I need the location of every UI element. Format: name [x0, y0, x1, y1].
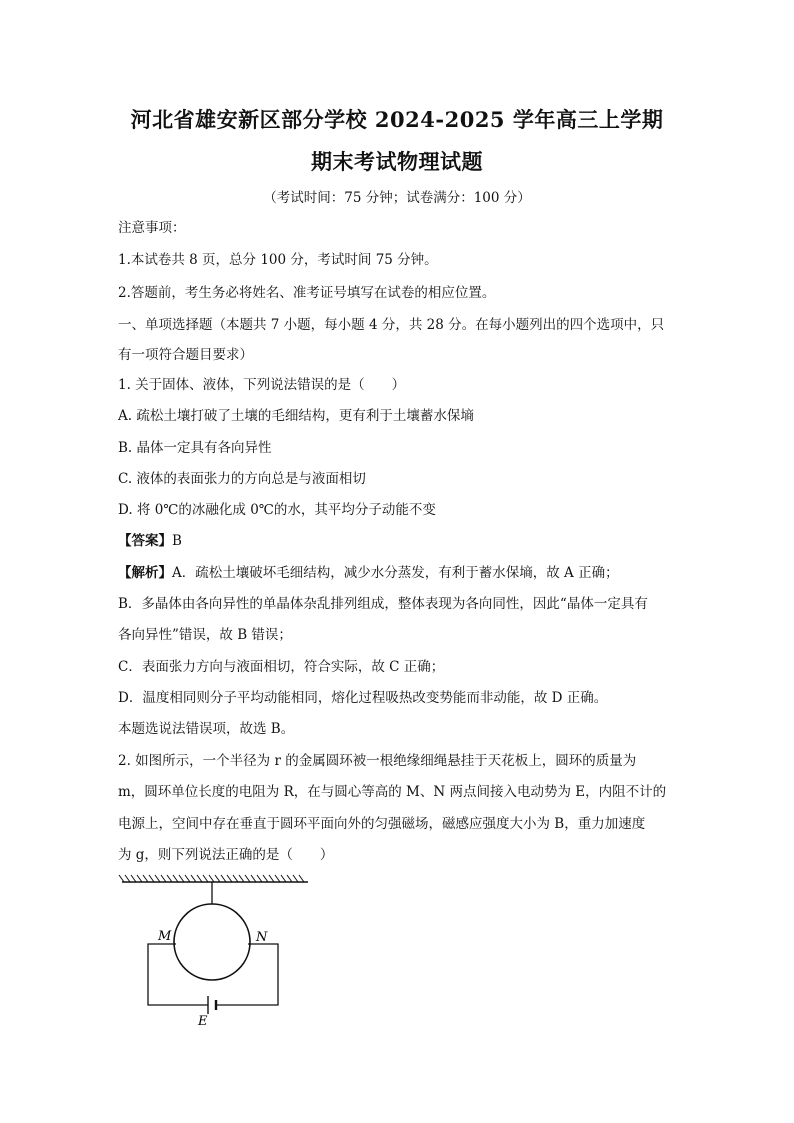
q2-stem-line2: m，圆环单位长度的电阻为 R，在与圆心等高的 M、N 两点间接入电动势为 E，内阻不计的: [118, 784, 667, 800]
analysis-a-text: A．疏松土壤破坏毛细结构，减少水分蒸发，有利于蓄水保墒，故 A 正确；: [172, 565, 619, 581]
ceiling-hatch: [119, 875, 308, 882]
hatch-mark: [131, 875, 136, 882]
hatch-mark: [209, 875, 214, 882]
hatch-mark: [287, 875, 292, 882]
q1-analysis-a: [118, 561, 619, 581]
notice-item-1: 1.本试卷共 8 页，总分 100 分，考试时间 75 分钟。: [118, 252, 438, 268]
hatch-mark: [299, 875, 304, 882]
hatch-mark: [191, 875, 196, 882]
hatch-mark: [293, 875, 298, 882]
hatch-mark: [227, 875, 232, 882]
hatch-mark: [245, 875, 250, 882]
hatch-mark: [263, 875, 268, 882]
q1-analysis-d: D．温度相同则分子平均动能相同，熔化过程吸热改变势能而非动能，故 D 正确。: [118, 690, 608, 706]
hatch-mark: [155, 875, 160, 882]
hatch-mark: [281, 875, 286, 882]
hatch-mark: [143, 875, 148, 882]
hatch-mark: [215, 875, 220, 882]
ring-circuit-figure: [118, 870, 318, 1030]
q1-analysis-b-line2: 各向异性”错误，故 B 错误；: [118, 627, 292, 643]
q1-option-b: B. 晶体一定具有各向异性: [118, 440, 272, 456]
label-m: M: [158, 929, 172, 944]
q1-analysis-c: C．表面张力方向与液面相切，符合实际，故 C 正确；: [118, 659, 445, 675]
hatch-mark: [269, 875, 274, 882]
left-wire: [148, 944, 208, 1005]
q1-option-c: C. 液体的表面张力的方向总是与液面相切: [118, 471, 366, 487]
hatch-mark: [179, 875, 184, 882]
q1-option-a: A. 疏松土壤打破了土壤的毛细结构，更有利于土壤蓄水保墒: [118, 408, 474, 424]
section1-heading-line1: 一、单项选择题（本题共 7 小题，每小题 4 分，共 28 分。在每小题列出的四个选项中，只: [118, 317, 665, 333]
metal-ring: [174, 904, 250, 980]
notice-heading: 注意事项：: [118, 220, 186, 236]
hatch-mark: [149, 875, 154, 882]
hatch-mark: [185, 875, 190, 882]
hatch-mark: [233, 875, 238, 882]
q2-stem-line3: 电源上，空间中存在垂直于圆环平面向外的匀强磁场，磁感应强度大小为 B，重力加速度: [118, 816, 646, 832]
q1-option-d: D. 将 0℃的冰融化成 0℃的水，其平均分子动能不变: [118, 502, 436, 518]
analysis-label: 【解析】: [118, 565, 172, 581]
answer-value: B: [172, 533, 182, 549]
label-e: E: [198, 1014, 208, 1029]
q1-answer: [118, 529, 182, 549]
exam-title-line1: 河北省雄安新区部分学校 2024-2025 学年高三上学期: [130, 107, 664, 132]
hatch-mark: [119, 875, 124, 882]
hatch-mark: [203, 875, 208, 882]
hatch-mark: [275, 875, 280, 882]
answer-label: 【答案】: [118, 533, 172, 549]
exam-title-line2: 期末考试物理试题: [311, 149, 483, 174]
hatch-mark: [257, 875, 262, 882]
notice-item-2: 2.答题前，考生务必将姓名、准考证号填写在试卷的相应位置。: [118, 285, 496, 301]
hatch-mark: [125, 875, 130, 882]
exam-info: （考试时间：75 分钟；试卷满分：100 分）: [263, 190, 531, 206]
q2-stem-line4: 为 g，则下列说法正确的是（ ）: [118, 847, 334, 863]
hatch-mark: [167, 875, 172, 882]
hatch-mark: [239, 875, 244, 882]
hatch-mark: [173, 875, 178, 882]
hatch-mark: [137, 875, 142, 882]
hatch-mark: [197, 875, 202, 882]
section1-heading-line2: 有一项符合题目要求）: [118, 347, 253, 363]
label-n: N: [256, 930, 268, 945]
q1-stem: 1. 关于固体、液体，下列说法错误的是（ ）: [118, 377, 406, 393]
q1-analysis-b-line1: B．多晶体由各向异性的单晶体杂乱排列组成，整体表现为各向同性，因此“晶体一定具有: [118, 596, 648, 612]
hatch-mark: [251, 875, 256, 882]
right-wire: [216, 944, 278, 1005]
q1-conclusion: 本题选说法错误项，故选 B。: [118, 721, 295, 737]
q2-stem-line1: 2. 如图所示，一个半径为 r 的金属圆环被一根绝缘细绳悬挂于天花板上，圆环的质量为: [118, 753, 637, 769]
hatch-mark: [161, 875, 166, 882]
hatch-mark: [221, 875, 226, 882]
